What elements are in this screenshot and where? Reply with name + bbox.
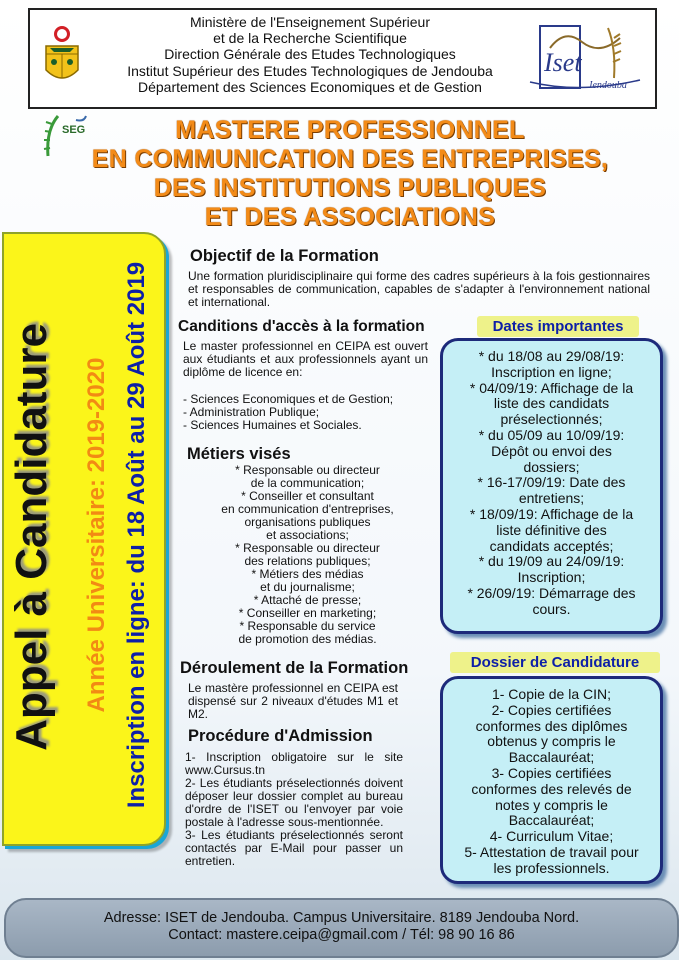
metiers-list bbox=[185, 464, 430, 646]
footer-contact-line: Contact: mastere.ceipa@gmail.com / Tél: 98 90 16 86 bbox=[168, 927, 515, 943]
footer-address: Adresse: ISET de Jendouba. Campus Universitaire. 8189 Jendouba Nord. bbox=[103, 910, 580, 926]
conditions-intro: Le master professionnel en CEIPA est ouvert aux étudiants et aux professionnels ayant un diplôme de licence en: bbox=[183, 339, 428, 379]
dates-heading: Dates importantes bbox=[477, 316, 639, 337]
objectif-heading: Objectif de la Formation bbox=[190, 247, 379, 265]
list-item: * Responsable du service bbox=[239, 619, 376, 633]
dates-box bbox=[440, 338, 663, 634]
list-item: liste définitive des bbox=[496, 521, 607, 538]
conditions-list bbox=[183, 393, 438, 432]
list-item: Baccalauréat; bbox=[508, 812, 595, 829]
program-title bbox=[30, 116, 670, 232]
procedure-heading: Procédure d'Admission bbox=[188, 727, 373, 745]
list-item: et du journalisme; bbox=[260, 580, 355, 594]
list-item: * Conseiller et consultant bbox=[241, 489, 374, 503]
deroulement-heading: Déroulement de la Formation bbox=[180, 659, 409, 677]
title-line: DES INSTITUTIONS PUBLIQUES bbox=[153, 174, 547, 202]
list-item: * 18/09/19: Affichage de la bbox=[469, 505, 634, 522]
metiers-heading: Métiers visés bbox=[187, 445, 291, 463]
side-panel-text bbox=[2, 232, 162, 842]
footer-contact bbox=[4, 898, 679, 958]
list-item: * Attaché de presse; bbox=[253, 593, 362, 607]
list-item: organisations publiques bbox=[244, 515, 371, 529]
list-item: * Responsable ou directeur bbox=[235, 541, 380, 555]
title-line: ET DES ASSOCIATIONS bbox=[204, 203, 496, 231]
list-item: 4- Curriculum Vitae; bbox=[489, 828, 614, 845]
list-item: * Responsable ou directeur bbox=[235, 463, 380, 477]
tunisia-emblem-icon bbox=[40, 24, 84, 90]
iset-logo-text: Iset bbox=[544, 48, 582, 77]
list-item: Dépôt ou envoi des bbox=[491, 442, 612, 459]
list-item: obtenus y compris le bbox=[487, 733, 616, 750]
list-item: * 16-17/09/19: Date des bbox=[477, 474, 626, 491]
list-item: 3- Les étudiants préselectionnés seront contactés par E-Mail pour passer un entretien. bbox=[185, 828, 403, 868]
list-item: * Conseiller en marketing; bbox=[238, 606, 377, 620]
list-item: - Sciences Economiques et de Gestion; bbox=[183, 392, 394, 406]
list-item: et associations; bbox=[266, 528, 349, 542]
seg-logo-text: SEG bbox=[62, 124, 86, 136]
list-item: conformes des relevés de bbox=[471, 780, 632, 797]
header-line: Ministère de l'Enseignement Supérieur bbox=[189, 14, 431, 30]
list-item: 1- Inscription obligatoire sur le site www.Cursus.tn bbox=[185, 750, 403, 777]
list-item: des relations publiques; bbox=[244, 554, 371, 568]
list-item: - Administration Publique; bbox=[183, 405, 320, 419]
list-item: 1- Copie de la CIN; bbox=[491, 686, 612, 702]
list-item: dossiers; bbox=[523, 458, 580, 475]
list-item: Baccalauréat; bbox=[508, 749, 595, 766]
list-item: notes y compris le bbox=[495, 796, 608, 813]
registration-dates: Inscription en ligne: du 18 Août au 29 Août 2019 bbox=[123, 261, 150, 809]
header-line: Direction Générale des Etudes Technologiques bbox=[164, 46, 456, 63]
list-item: cours. bbox=[532, 600, 571, 617]
list-item: 5- Attestation de travail pour bbox=[464, 843, 639, 860]
list-item: Inscription en ligne; bbox=[491, 363, 612, 380]
list-item: 2- Les étudiants préselectionnés doivent déposer leur dossier complet au bureau d'ordre de l'ISET ou l'envoyer par voie postale à l'adresse sous-mentionnée. bbox=[185, 776, 403, 829]
list-item: liste des candidats bbox=[493, 395, 610, 412]
list-item: * 04/09/19: Affichage de la bbox=[469, 379, 634, 396]
title-line: EN COMMUNICATION DES ENTREPRISES, bbox=[91, 145, 609, 173]
list-item: - Sciences Humaines et Sociales. bbox=[183, 418, 362, 432]
list-item: de la communication; bbox=[250, 476, 365, 490]
procedure-list bbox=[185, 751, 403, 868]
header-line: et de la Recherche Scientifique bbox=[213, 30, 407, 47]
conditions-heading: Canditions d'accès à la formation bbox=[178, 318, 425, 335]
list-item: * du 05/09 au 10/09/19: bbox=[478, 426, 625, 443]
list-item: Inscription; bbox=[517, 569, 586, 586]
objectif-text: Une formation pluridisciplinaire qui forme des cadres supérieurs à la fois gestionnaires et responsables de communication, capables de s'adapter à l'environnement national et international. bbox=[188, 269, 650, 309]
title-line: MASTERE PROFESSIONNEL bbox=[175, 116, 525, 144]
iset-logo bbox=[520, 18, 645, 98]
list-item: * du 19/09 au 24/09/19: bbox=[478, 553, 625, 570]
header-institution bbox=[100, 14, 520, 95]
list-item: conformes des diplômes bbox=[475, 717, 628, 734]
list-item: * Métiers des médias bbox=[251, 567, 364, 581]
dossier-heading: Dossier de Candidature bbox=[450, 652, 660, 673]
list-item: * du 18/08 au 29/08/19: bbox=[478, 348, 625, 364]
header-line: Département des Sciences Economiques et de Gestion bbox=[138, 78, 482, 95]
list-item: préselectionnés; bbox=[500, 411, 603, 428]
header-line: Institut Supérieur des Etudes Technologiques de Jendouba bbox=[127, 62, 493, 79]
academic-year: Année Universitaire: 2019-2020 bbox=[83, 357, 110, 713]
list-item: en communication d'entreprises, bbox=[221, 502, 394, 516]
dossier-box bbox=[440, 676, 663, 884]
list-item: 3- Copies certifiées bbox=[491, 764, 612, 781]
list-item: * 26/09/19: Démarrage des bbox=[467, 584, 636, 601]
list-item: candidats acceptés; bbox=[489, 537, 614, 554]
list-item: les professionnels. bbox=[493, 859, 610, 876]
deroulement-text: Le mastère professionnel en CEIPA est dispensé sur 2 niveaux d'études M1 et M2. bbox=[188, 681, 398, 721]
list-item: entretiens; bbox=[518, 490, 585, 507]
list-item: de promotion des médias. bbox=[238, 632, 377, 646]
call-heading: Appel à Candidature bbox=[7, 323, 56, 751]
iset-logo-subtext: Jendouba bbox=[588, 80, 627, 91]
list-item: 2- Copies certifiées bbox=[491, 701, 612, 718]
